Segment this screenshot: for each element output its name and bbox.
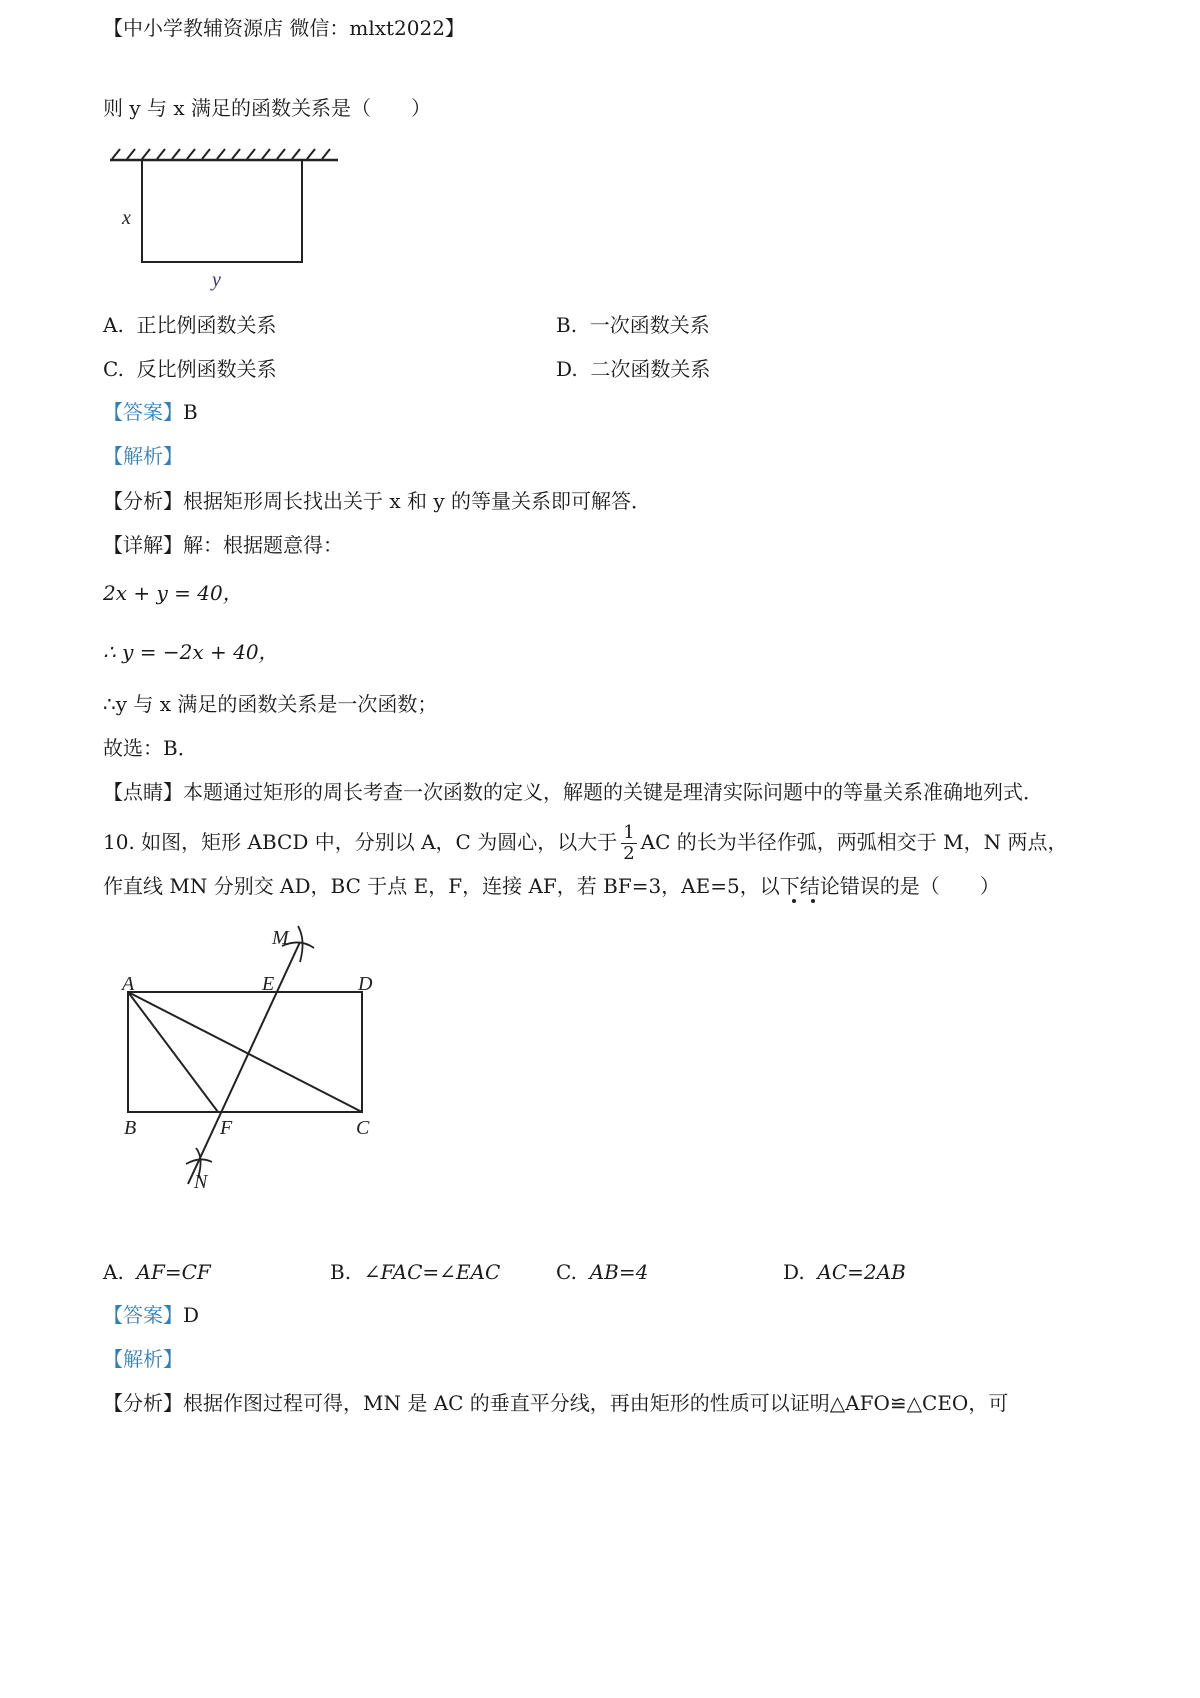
q10-jiexi-tag: 【解析】 bbox=[103, 1347, 183, 1371]
q9-option-a: A. 正比例函数关系 bbox=[103, 313, 277, 337]
q9-equation-1: 2x + y = 40， bbox=[103, 581, 243, 605]
label-d: D bbox=[358, 973, 373, 995]
q9-conclusion: ∴y 与 x 满足的函数关系是一次函数； bbox=[103, 692, 438, 716]
label-a: A bbox=[122, 973, 135, 995]
label-n: N bbox=[194, 1171, 208, 1193]
emphasis-dot bbox=[811, 899, 815, 903]
emphasis-dot bbox=[792, 899, 796, 903]
q9-xiangjie: 【详解】解：根据题意得： bbox=[103, 533, 343, 557]
q9-choose: 故选：B． bbox=[103, 736, 198, 760]
q9-fenxi: 【分析】根据矩形周长找出关于 x 和 y 的等量关系即可解答． bbox=[103, 489, 652, 513]
q9-dianjing: 【点睛】本题通过矩形的周长考查一次函数的定义，解题的关键是理清实际问题中的等量关系准确地列式． bbox=[103, 780, 1043, 804]
q9-option-d: D. 二次函数关系 bbox=[556, 357, 711, 381]
segment-af bbox=[128, 992, 218, 1112]
header-text: 【中小学教辅资源店 微信：mlxt2022】 bbox=[103, 16, 465, 40]
q10-option-b: B. ∠FAC=∠EAC bbox=[330, 1260, 501, 1284]
fraction-one-half: $\frac{1}{2}$ bbox=[623, 822, 635, 864]
q10-answer: 【答案】D bbox=[103, 1303, 200, 1327]
q9-option-b: B. 一次函数关系 bbox=[556, 313, 710, 337]
label-f: F bbox=[220, 1117, 233, 1139]
q10-option-a: A. AF=CF bbox=[103, 1260, 211, 1284]
q10-option-c: C. AB=4 bbox=[556, 1260, 649, 1284]
label-x: x bbox=[122, 207, 131, 229]
q9-stem: 则 y 与 x 满足的函数关系是（ ） bbox=[103, 96, 432, 120]
q9-jiexi-tag: 【解析】 bbox=[103, 444, 183, 468]
segment-ac bbox=[128, 992, 362, 1112]
q10-option-d: D. AC=2AB bbox=[783, 1260, 906, 1284]
q9-equation-2: ∴ y = −2x + 40， bbox=[103, 640, 279, 664]
label-y: y bbox=[212, 269, 221, 291]
line-mn bbox=[188, 942, 300, 1184]
q10-fenxi: 【分析】根据作图过程可得，MN 是 AC 的垂直平分线，再由矩形的性质可以证明△AFO≌△CEO，可 bbox=[103, 1391, 1009, 1415]
label-c: C bbox=[356, 1117, 370, 1139]
wall-hatching bbox=[112, 149, 330, 159]
label-e: E bbox=[262, 973, 275, 995]
q9-option-c: C. 反比例函数关系 bbox=[103, 357, 277, 381]
q9-rectangle-figure bbox=[100, 140, 350, 300]
q10-rectangle-figure bbox=[100, 920, 400, 1200]
fence-rectangle bbox=[142, 160, 302, 262]
label-m: M bbox=[272, 927, 289, 949]
label-b: B bbox=[124, 1117, 137, 1139]
q10-stem-line2: 作直线 MN 分别交 AD，BC 于点 E，F，连接 AF，若 BF=3，AE=5，以下结论错误的是（ ） bbox=[103, 874, 1000, 898]
q9-answer: 【答案】B bbox=[103, 400, 198, 424]
q10-stem-line1: 10. 如图，矩形 ABCD 中，分别以 A，C 为圆心，以大于 $\frac{1}{2}$ AC 的长为半径作弧，两弧相交于 M，N 两点， bbox=[103, 822, 1068, 864]
